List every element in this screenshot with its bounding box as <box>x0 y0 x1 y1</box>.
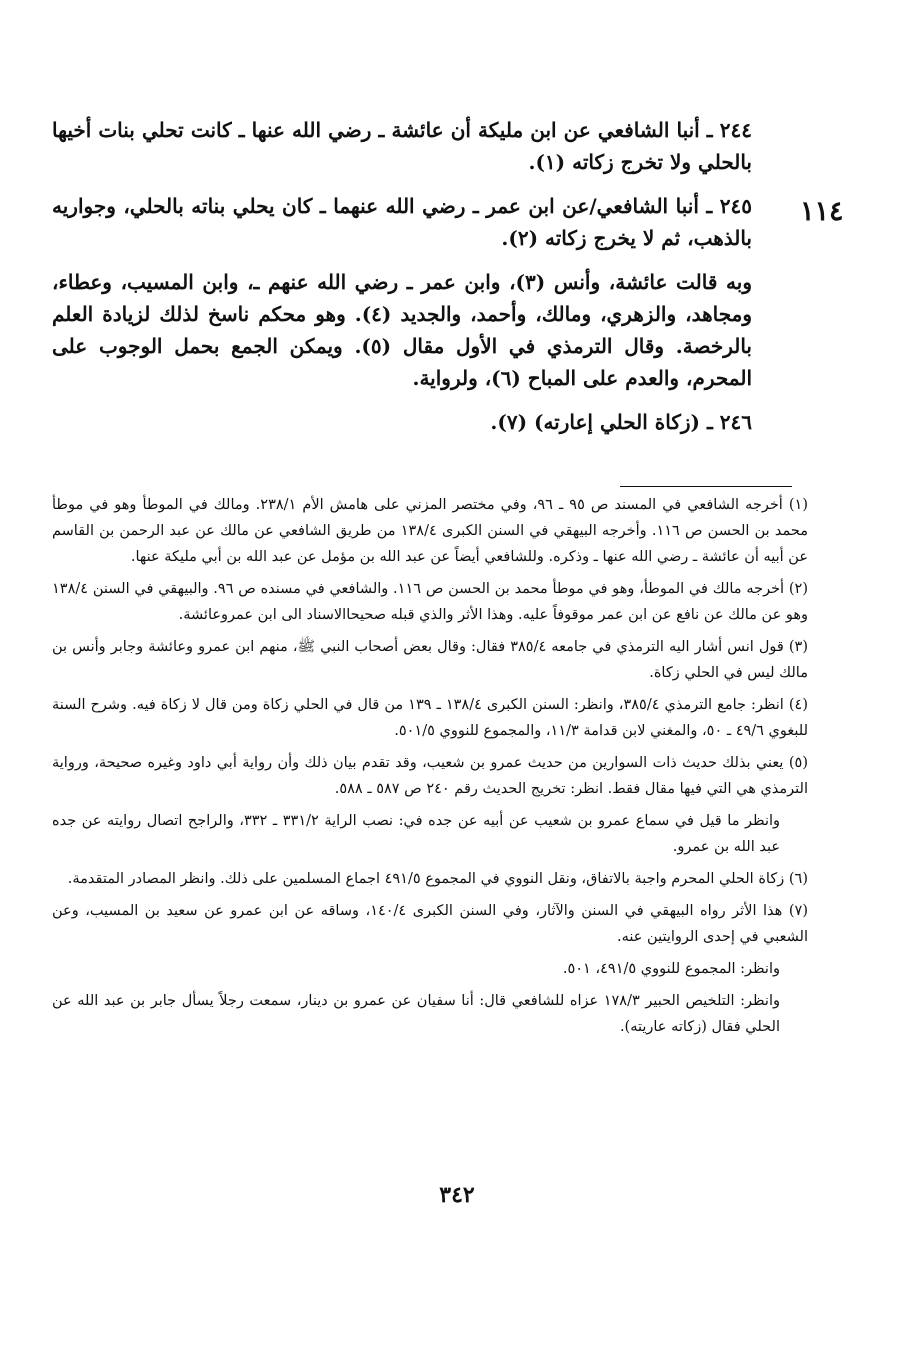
footnote-5-continued <box>52 808 808 860</box>
footnote-text: زكاة الحلي المحرم واجبة بالاتفاق، ونقل النووي في المجموع ٤٩١/٥ اجماع المسلمين على ذلك. وانظر المصادر المتقدمة. <box>67 871 785 887</box>
paragraph-commentary: وبه قالت عائشة، وأنس (٣)، وابن عمر ـ رضي الله عنهم ـ، وابن المسيب، وعطاء، ومجاهد، والزهري، ومالك، وأحمد، والجديد (٤). وهو محكم ناسخ لذلك لزيادة العلم بالرخصة. وقال الترمذي في الأول مقال (٥). ويمكن الجمع بحمل الوجوب على المحرم، والعدم على المباح (٦)، ولرواية. <box>52 270 753 390</box>
footnote-7 <box>52 898 808 950</box>
footnote-text: يعني بذلك حديث ذات السوارين من حديث عمرو بن شعيب، وقد تقدم بيان ذلك وأن رواية أبي داود وغيره صحيحة، ورواية الترمذي هي التي فيها مقال فقط. انظر: تخريج الحديث رقم ٢٤٠ ص ٥٨٧ ـ ٥٨٨. <box>52 755 808 797</box>
footnote-text: انظر: جامع الترمذي ٣٨٥/٤، وانظر: السنن الكبرى ١٣٨/٤ ـ ١٣٩ من قال في الحلي زكاة ومن قال لا زكاة فيه. وشرح السنة للبغوي ٤٩/٦ ـ ٥٠، والمغني لابن قدامة ١١/٣، والمجموع للنووي ٥٠١/٥. <box>52 697 808 739</box>
footnote-number: (٤) <box>788 697 809 713</box>
footnote-7-continued-b <box>52 988 808 1040</box>
footnote-number: (٢) <box>788 581 809 597</box>
main-text <box>52 114 792 450</box>
footnote-4 <box>52 692 808 744</box>
footnote-number: (٣) <box>788 639 809 655</box>
paragraph-244: ٢٤٤ ـ أنبا الشافعي عن ابن مليكة أن عائشة ـ رضي الله عنها ـ كانت تحلي بنات أخيها بالحلي ولا تخرج زكاته (١). <box>52 118 752 174</box>
footnote-text: هذا الأثر رواه البيهقي في السنن والآثار، وفي السنن الكبرى ١٤٠/٤، وساقه عن ابن عمرو عن سعيد بن المسيب، وعن الشعبي في إحدى الروايتين عنه. <box>52 903 808 945</box>
footnote-number: (٧) <box>788 903 808 919</box>
footnote-separator <box>620 486 792 487</box>
footnote-2 <box>52 576 808 628</box>
footnote-7-continued-a <box>52 956 808 982</box>
page-number: ٣٤٢ <box>439 1182 475 1208</box>
footnote-text: أخرجه مالك في الموطأ، وهو في موطأ محمد بن الحسن ص ١١٦. والشافعي في مسنده ص ٩٦. والبيهقي في السنن ١٣٨/٤ وهو عن مالك عن نافع عن ابن عمر موقوفاً عليه. وهذا الأثر والذي قبله صحيحاالاسناد الى ابن عمروعائشة. <box>52 581 808 623</box>
footnote-text: وانظر: التلخيص الحبير ١٧٨/٣ عزاه للشافعي قال: أنا سفيان عن عمرو بن دينار، سمعت رجلاً يسأل جابر بن عبد الله عن الحلي فقال (زكاته عاريته). <box>52 993 780 1035</box>
footnote-number: (٥) <box>788 755 808 771</box>
footnote-number: (١) <box>788 497 809 513</box>
footnote-1 <box>52 492 808 570</box>
footnote-text: أخرجه الشافعي في المسند ص ٩٥ ـ ٩٦، وفي مختصر المزني على هامش الأم ٢٣٨/١. ومالك في الموطأ وهو في موطأ محمد بن الحسن ص ١١٦. وأخرجه البيهقي في السنن الكبرى ١٣٨/٤ من طريق الشافعي عن مالك عن عبد الرحمن بن القاسم عن أبيه أن عائشة ـ رضي الله عنها ـ وذكره. وللشافعي أيضاً عن عبد الله بن مؤمل عن عبد الله بن أبي مليكة عنها. <box>52 497 808 565</box>
footnote-5 <box>52 750 808 802</box>
margin-page-reference: ١١٤ <box>800 196 844 227</box>
footnotes <box>52 492 808 1046</box>
footnote-number: (٦) <box>788 871 808 887</box>
footnote-3 <box>52 634 808 686</box>
paragraph-246-heading: ٢٤٦ ـ (زكاة الحلي إعارته) (٧). <box>490 410 752 434</box>
footnote-text: وانظر: المجموع للنووي ٤٩١/٥، ٥٠١. <box>562 961 780 977</box>
footnote-text: وانظر ما قيل في سماع عمرو بن شعيب عن أبيه عن جده في: نصب الراية ٣٣١/٢ ـ ٣٣٢، والراجح اتصال روايته عن جده عبد الله بن عمرو. <box>52 813 781 855</box>
paragraph-245: ٢٤٥ ـ أنبا الشافعي/عن ابن عمر ـ رضي الله عنهما ـ كان يحلي بناته بالحلي، وجواريه بالذهب، ثم لا يخرج زكاته (٢). <box>52 194 752 250</box>
footnote-text: قول انس أشار اليه الترمذي في جامعه ٣٨٥/٤ فقال: وقال بعض أصحاب النبي ﷺ، منهم ابن عمرو وعائشة وجابر وأنس بن مالك ليس في الحلي زكاة. <box>52 639 808 681</box>
footnote-6 <box>52 866 808 892</box>
